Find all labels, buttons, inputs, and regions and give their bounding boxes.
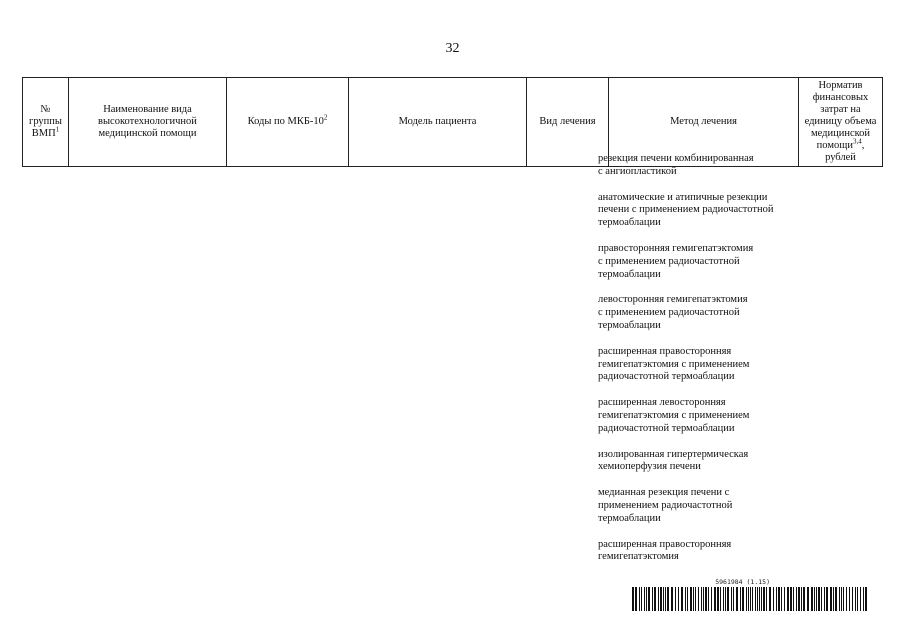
barcode-bar <box>863 587 864 611</box>
barcode-bar <box>740 587 741 611</box>
barcode-bar <box>717 587 719 611</box>
barcode-bar <box>793 587 794 611</box>
barcode-bar <box>687 587 688 611</box>
column-header-cost-norm: Норматив финансовых затрат на единицу объема медицинской помощи$^{3,4}$, рублей <box>799 78 883 167</box>
barcode-bar <box>814 587 815 611</box>
barcode-bar <box>839 587 840 611</box>
barcode-bar <box>846 587 847 611</box>
barcode-bar <box>705 587 707 611</box>
barcode-bar <box>841 587 842 611</box>
barcode-bar <box>693 587 694 611</box>
barcode-bar <box>748 587 749 611</box>
barcode-bar <box>773 587 774 611</box>
barcode-bar <box>663 587 664 611</box>
barcode-bar <box>667 587 669 611</box>
barcode-icon <box>632 587 870 611</box>
barcode-bar <box>801 587 802 611</box>
column-header-icd10-codes: Коды по МКБ-$10^2$ <box>227 78 349 167</box>
barcode-bar <box>750 587 751 611</box>
barcode-bar <box>671 587 673 611</box>
barcode-bar <box>790 587 792 611</box>
barcode-bar <box>818 587 820 611</box>
method-item: анатомические и атипичные резекции печени с применением радиочастотной термоаблации <box>598 191 774 229</box>
barcode-bar <box>776 587 777 611</box>
method-item: правосторонняя гемигепатэктомия с применением радиочастотной термоаблации <box>598 242 754 280</box>
barcode-bar <box>784 587 785 611</box>
method-item: расширенная правосторонняя гемигепатэктомия с применением радиочастотной термоаблации <box>598 345 750 383</box>
barcode-bar <box>644 587 645 611</box>
barcode-bar <box>639 587 640 611</box>
barcode-bar <box>826 587 828 611</box>
barcode-bar <box>761 587 762 611</box>
barcode-bar <box>803 587 805 611</box>
barcode-bar <box>742 587 744 611</box>
barcode-bar <box>685 587 686 611</box>
method-item: расширенная левосторонняя гемигепатэктомия с применением радиочастотной термоаблации <box>598 397 750 434</box>
barcode-bar <box>752 587 753 611</box>
barcode-bar <box>830 587 832 611</box>
method-item: расширенная правосторонняя гемигепатэктомия <box>598 538 732 563</box>
barcode-bar <box>725 587 726 611</box>
barcode-bar <box>723 587 724 611</box>
barcode-bar <box>665 587 666 611</box>
barcode-bar <box>714 587 716 611</box>
barcode-bar <box>658 587 659 611</box>
barcode-bar <box>855 587 856 611</box>
column-header-treatment-method: Метод лечения <box>609 78 799 167</box>
barcode-bar <box>641 587 642 611</box>
barcode-bar <box>746 587 747 611</box>
barcode-bar <box>652 587 653 611</box>
barcode-bar <box>660 587 662 611</box>
barcode-bar <box>711 587 712 611</box>
barcode-bar <box>781 587 782 611</box>
barcode-bar <box>835 587 837 611</box>
barcode-bar <box>796 587 797 611</box>
barcode-bar <box>635 587 637 611</box>
barcode-bar <box>860 587 861 611</box>
barcode-bar <box>821 587 822 611</box>
barcode-bar <box>675 587 676 611</box>
barcode-bar <box>763 587 765 611</box>
barcode-bar <box>678 587 679 611</box>
barcode-label: 5961984 (1.15) <box>715 578 770 586</box>
barcode-bar <box>833 587 834 611</box>
barcode-bar <box>857 587 858 611</box>
page-number: 32 <box>445 41 460 56</box>
barcode-bar <box>778 587 780 611</box>
barcode-bar <box>648 587 650 611</box>
barcode-bar <box>654 587 656 611</box>
barcode-bar <box>736 587 738 611</box>
barcode-bar <box>769 587 771 611</box>
barcode-bar <box>757 587 758 611</box>
barcode-bar <box>755 587 756 611</box>
barcode-bar <box>766 587 767 611</box>
column-header-care-type-name: Наименование вида высокотехнологичной медицинской помощи <box>69 78 227 167</box>
barcode-bar <box>807 587 809 611</box>
barcode-bar <box>733 587 734 611</box>
barcode-bar <box>690 587 692 611</box>
barcode-bar <box>849 587 850 611</box>
barcode-bar <box>759 587 760 611</box>
method-item: изолированная гипертермическая хемиоперфузия печени <box>598 448 749 473</box>
method-item: резекция печени комбинированная с ангиопластикой <box>598 153 754 177</box>
column-header-patient-model: Модель пациента <box>349 78 527 167</box>
barcode-bar <box>698 587 699 611</box>
barcode-bar <box>727 587 729 611</box>
barcode-bar <box>787 587 789 611</box>
column-header-group-number: № группы ВМП$^1$ <box>23 78 69 167</box>
barcode-bar <box>703 587 704 611</box>
barcode-bar <box>695 587 696 611</box>
barcode-bar <box>852 587 853 611</box>
barcode-bar <box>701 587 702 611</box>
barcode-bar <box>708 587 709 611</box>
barcode-bar <box>681 587 683 611</box>
barcode-bar <box>811 587 813 611</box>
barcode <box>632 578 870 611</box>
barcode-bar <box>798 587 800 611</box>
barcode-bar <box>816 587 817 611</box>
barcode-bar <box>824 587 825 611</box>
method-item: левосторонняя гемигепатэктомия с применением радиочастотной термоаблации <box>598 294 748 331</box>
barcode-bar <box>843 587 844 611</box>
barcode-bar <box>632 587 634 611</box>
barcode-bar <box>865 587 867 611</box>
barcode-bar <box>731 587 732 611</box>
barcode-bar <box>646 587 647 611</box>
treatment-methods-list <box>598 153 788 577</box>
method-item: медианная резекция печени с применением радиочастотной термоаблации <box>598 487 733 524</box>
barcode-bar <box>720 587 721 611</box>
column-header-treatment-type: Вид лечения <box>527 78 609 167</box>
